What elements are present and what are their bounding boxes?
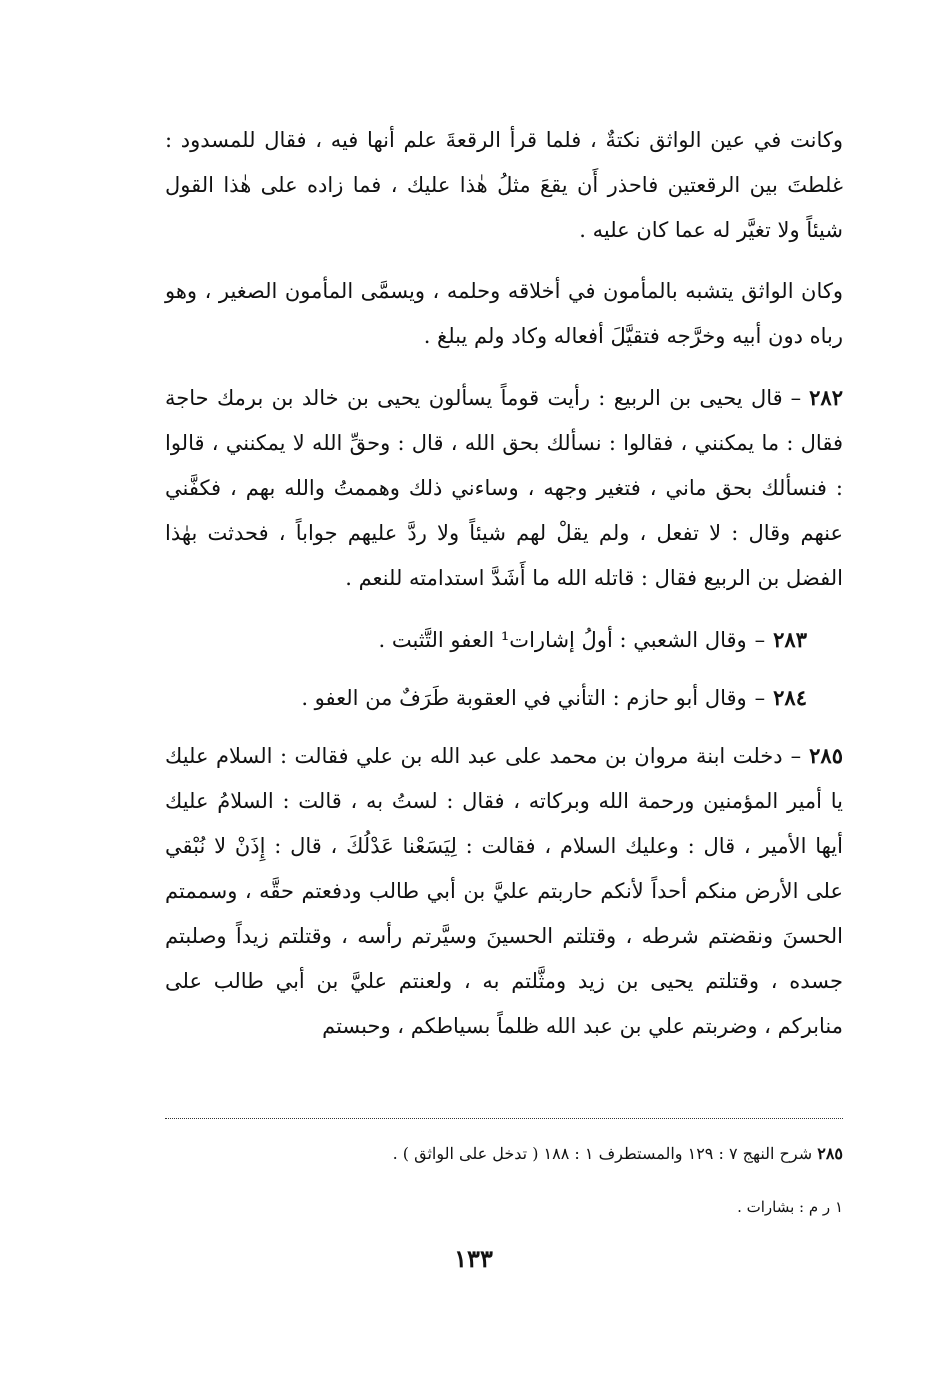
footnote-divider: [165, 1118, 843, 1119]
entry-number: ٢٨٣: [773, 627, 807, 652]
paragraph-wathiq-mamun: [165, 269, 843, 359]
source-note-text: شرح النهج ٧ : ١٢٩ والمستطرف ١ : ١٨٨ ( تدخل على الواثق ) .: [392, 1144, 813, 1163]
main-text: [165, 118, 843, 1065]
entry-text: قال يحيى بن الربيع : رأيت قوماً يسألون يحيى بن خالد بن برمك حاجة فقال : ما يمكنني ، فقالوا : نسألك بحق الله ، قال : وحقِّ الله لا يمكنني ، قالوا : فنسألك بحق ماني ، فتغير وجهه ، وساءني ذلك وهممتُ والله بهم ، فكفَّني عنهم وقال : لا تفعل ، ولم يقلْ لهم شيئاً ولا ردَّ عليهم جواباً ، فحدثت بهٰذا الفضل بن الربيع فقال : قاتله الله ما أَشَدَّ استدامته للنعم .: [165, 386, 843, 590]
entry-283: [165, 617, 843, 663]
entry-text: وقال الشعبي : أولُ إشارات¹ العفو التَّثبت .: [378, 628, 747, 652]
paragraph-text: وكان الواثق يتشبه بالمأمون في أخلاقه وحلمه ، ويسمَّى المأمون الصغير ، وهو رباه دون أبيه وخرَّجه فتقيَّلَ أفعاله وكاد ولم يبلغ .: [165, 279, 843, 348]
entry-285: [165, 733, 843, 1049]
footnote: [165, 1194, 843, 1220]
paragraph-wathiq-note: [165, 118, 843, 253]
footnote-text: ر م : بشارات .: [737, 1198, 831, 1216]
entry-dash: –: [754, 686, 766, 710]
entry-number: ٢٨٢: [809, 385, 843, 410]
entry-dash: –: [790, 386, 802, 410]
entry-284: [165, 675, 843, 721]
source-note: [165, 1140, 843, 1168]
entry-number: ٢٨٤: [773, 685, 807, 710]
entry-dash: –: [790, 744, 802, 768]
entry-number: ٢٨٥: [809, 743, 843, 768]
page-number: ١٣٣: [454, 1244, 493, 1273]
paragraph-text: وكانت في عين الواثق نكتةٌ ، فلما قرأ الرقعةَ علم أنها فيه ، فقال للمسدود : غلطتَ بين الرقعتين فاحذر أَن يقعَ مثلُ هٰذا عليك ، فما زاده على هٰذا القول شيئاً ولا تغيَّر له عما كان عليه .: [165, 128, 843, 242]
entry-282: [165, 375, 843, 601]
entry-dash: –: [754, 628, 766, 652]
entry-text: وقال أبو حازم : التأني في العقوبة طَرَفٌ من العفو .: [301, 686, 747, 710]
source-note-number: ٢٨٥: [817, 1144, 843, 1163]
entry-text: دخلت ابنة مروان بن محمد على عبد الله بن علي فقالت : السلام عليك يا أمير المؤمنين ورحمة الله وبركاته ، فقال : لستُ به ، قالت : السلامُ عليك أيها الأمير ، قال : وعليك السلام ، فقالت : لِيَسَعْنا عَدْلُكَ ، قال : إِذَنْ لا نُبْقي على الأرض منكم أحداً لأنكم حاربتم عليَّ بن أبي طالب ودفعتم حقَّه ، وسممتم الحسنَ ونقضتم شرطه ، وقتلتم الحسينَ وسيَّرتم رأسه ، وقتلتم زيداً وصلبتم جسده ، وقتلتم يحيى بن زيد ومثَّلتم به ، ولعنتم عليَّ بن أبي طالب على منابركم ، وضربتم علي بن عبد الله ظلماً بسياطكم ، وحبستم: [165, 744, 843, 1038]
footnote-marker: ١: [834, 1198, 843, 1216]
